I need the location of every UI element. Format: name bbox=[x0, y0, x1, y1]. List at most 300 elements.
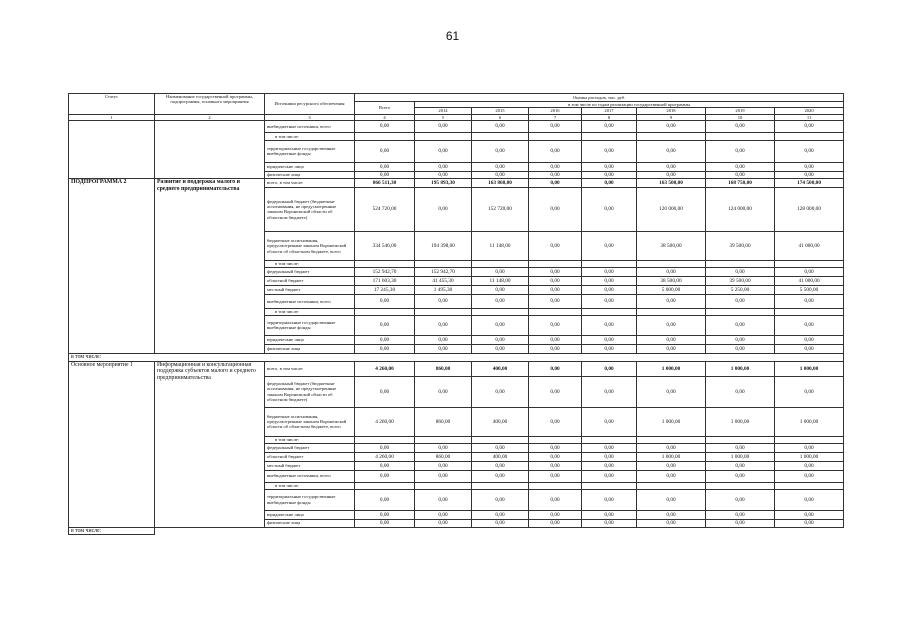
year-value: 0,00 bbox=[529, 171, 582, 178]
total-value: 0,00 bbox=[355, 294, 415, 308]
year-value: 0,00 bbox=[529, 407, 582, 436]
year-value: 0,00 bbox=[706, 443, 775, 452]
year-value: 0,00 bbox=[529, 178, 582, 187]
header-year: 2018 bbox=[637, 108, 706, 114]
total-value: 17 245,30 bbox=[355, 285, 415, 294]
footer-row bbox=[69, 527, 844, 535]
year-value: 0,00 bbox=[472, 171, 529, 178]
year-value: 0,00 bbox=[706, 267, 775, 276]
year-value: 0,00 bbox=[582, 407, 637, 436]
source-cell: юридические лица bbox=[265, 335, 355, 344]
year-value bbox=[637, 482, 706, 489]
total-value: 4 260,00 bbox=[355, 452, 415, 461]
year-value: 0,00 bbox=[472, 376, 529, 407]
year-value: 0,00 bbox=[582, 162, 637, 171]
year-value bbox=[706, 260, 775, 267]
source-cell: физические лица bbox=[265, 344, 355, 353]
total-value: 334 546,00 bbox=[355, 231, 415, 260]
year-value bbox=[775, 132, 844, 140]
footer-cell-empty bbox=[529, 527, 582, 535]
including-label: в том числе: bbox=[69, 353, 844, 361]
year-value bbox=[775, 308, 844, 315]
year-value: 38 500,00 bbox=[637, 231, 706, 260]
footer-cell-empty bbox=[472, 527, 529, 535]
year-value: 0,00 bbox=[529, 344, 582, 353]
measure-status: Основное мероприятие 1 bbox=[69, 361, 155, 527]
footer-cell-empty bbox=[637, 527, 706, 535]
year-value: 194 398,00 bbox=[415, 231, 472, 260]
total-value: 171 603,30 bbox=[355, 276, 415, 285]
header-year: 2015 bbox=[472, 108, 529, 114]
year-value: 1 000,00 bbox=[706, 407, 775, 436]
year-value: 0,00 bbox=[529, 276, 582, 285]
header-colnum: 1 bbox=[69, 114, 155, 120]
year-value: 1 000,00 bbox=[706, 452, 775, 461]
year-value: 0,00 bbox=[582, 178, 637, 187]
year-value: 38 500,00 bbox=[637, 276, 706, 285]
year-value bbox=[637, 436, 706, 443]
total-value: 0,00 bbox=[355, 171, 415, 178]
year-value: 0,00 bbox=[637, 140, 706, 162]
year-value: 0,00 bbox=[775, 461, 844, 470]
year-value: 400,00 bbox=[472, 452, 529, 461]
year-value: 0,00 bbox=[582, 294, 637, 308]
source-cell: физические лица bbox=[265, 171, 355, 178]
header-total: Всего bbox=[355, 102, 415, 115]
year-value: 11 148,00 bbox=[472, 231, 529, 260]
year-value: 1 000,00 bbox=[637, 452, 706, 461]
year-value: 0,00 bbox=[415, 335, 472, 344]
year-value: 0,00 bbox=[775, 120, 844, 132]
year-value: 124 000,00 bbox=[706, 187, 775, 231]
year-value bbox=[706, 436, 775, 443]
source-cell: в том числе: bbox=[265, 482, 355, 489]
footer-cell-empty bbox=[775, 527, 844, 535]
header-year: 2017 bbox=[582, 108, 637, 114]
year-value: 5 500,00 bbox=[775, 285, 844, 294]
year-value: 0,00 bbox=[637, 294, 706, 308]
header-source: Источники ресурсного обеспечения bbox=[265, 94, 355, 115]
year-value: 0,00 bbox=[472, 140, 529, 162]
year-value: 0,00 bbox=[706, 140, 775, 162]
source-cell: внебюджетные источники, всего bbox=[265, 120, 355, 132]
year-value: 0,00 bbox=[472, 162, 529, 171]
year-value: 0,00 bbox=[706, 162, 775, 171]
year-value: 0,00 bbox=[415, 140, 472, 162]
year-value: 0,00 bbox=[472, 470, 529, 482]
total-value: 866 511,30 bbox=[355, 178, 415, 187]
year-value: 0,00 bbox=[472, 489, 529, 510]
year-value: 0,00 bbox=[415, 294, 472, 308]
footer-cell-empty bbox=[415, 527, 472, 535]
header-year: 2014 bbox=[415, 108, 472, 114]
year-value bbox=[415, 308, 472, 315]
year-value bbox=[775, 436, 844, 443]
year-value: 860,00 bbox=[415, 452, 472, 461]
header-colnum: 10 bbox=[706, 114, 775, 120]
year-value: 0,00 bbox=[637, 267, 706, 276]
year-value: 168 750,00 bbox=[706, 178, 775, 187]
year-value: 0,00 bbox=[775, 162, 844, 171]
source-cell: территориальные государственные внебюджетные фонды bbox=[265, 489, 355, 510]
year-value: 0,00 bbox=[637, 510, 706, 519]
header-year: 2020 bbox=[775, 108, 844, 114]
year-value: 0,00 bbox=[706, 171, 775, 178]
year-value: 0,00 bbox=[472, 267, 529, 276]
total-value: 0,00 bbox=[355, 489, 415, 510]
year-value: 0,00 bbox=[415, 315, 472, 335]
year-value: 0,00 bbox=[637, 162, 706, 171]
year-value: 0,00 bbox=[582, 231, 637, 260]
year-value: 1 000,00 bbox=[775, 361, 844, 376]
year-value bbox=[472, 308, 529, 315]
year-value: 0,00 bbox=[637, 376, 706, 407]
year-value: 0,00 bbox=[582, 120, 637, 132]
header-colnum: 8 bbox=[582, 114, 637, 120]
year-value bbox=[472, 132, 529, 140]
year-value: 0,00 bbox=[637, 171, 706, 178]
year-value: 0,00 bbox=[706, 376, 775, 407]
year-value: 0,00 bbox=[775, 267, 844, 276]
year-value bbox=[582, 132, 637, 140]
header-year: 2016 bbox=[529, 108, 582, 114]
year-value: 0,00 bbox=[582, 443, 637, 452]
year-value: 0,00 bbox=[472, 294, 529, 308]
year-value: 0,00 bbox=[775, 443, 844, 452]
source-cell: юридические лица bbox=[265, 510, 355, 519]
total-value: 0,00 bbox=[355, 315, 415, 335]
year-value: 0,00 bbox=[775, 140, 844, 162]
year-value: 0,00 bbox=[706, 461, 775, 470]
year-value: 0,00 bbox=[529, 489, 582, 510]
year-value bbox=[582, 482, 637, 489]
total-value: 152 942,70 bbox=[355, 267, 415, 276]
header-colnum: 5 bbox=[415, 114, 472, 120]
year-value: 0,00 bbox=[637, 489, 706, 510]
year-value: 0,00 bbox=[529, 267, 582, 276]
year-value bbox=[637, 260, 706, 267]
year-value: 0,00 bbox=[706, 335, 775, 344]
year-value: 0,00 bbox=[637, 519, 706, 527]
total-value bbox=[355, 482, 415, 489]
year-value: 0,00 bbox=[706, 489, 775, 510]
header-estimate: Оценка расходов, тыс. руб. bbox=[355, 94, 844, 102]
year-value: 195 893,30 bbox=[415, 178, 472, 187]
total-value: 0,00 bbox=[355, 470, 415, 482]
year-value: 0,00 bbox=[706, 294, 775, 308]
year-value: 0,00 bbox=[582, 452, 637, 461]
source-cell: внебюджетные источники, всего bbox=[265, 294, 355, 308]
source-cell: территориальные государственные внебюджетные фонды bbox=[265, 140, 355, 162]
year-value bbox=[415, 132, 472, 140]
header-by-years: в том числе по годам реализации государственной программы bbox=[415, 102, 844, 108]
year-value: 0,00 bbox=[529, 510, 582, 519]
year-value: 0,00 bbox=[415, 470, 472, 482]
year-value bbox=[706, 308, 775, 315]
total-value: 0,00 bbox=[355, 335, 415, 344]
year-value: 0,00 bbox=[637, 335, 706, 344]
year-value: 0,00 bbox=[637, 120, 706, 132]
year-value: 1 000,00 bbox=[775, 407, 844, 436]
year-value: 0,00 bbox=[529, 162, 582, 171]
year-value: 0,00 bbox=[637, 315, 706, 335]
year-value: 152 942,70 bbox=[415, 267, 472, 276]
source-cell: всего, в том числе: bbox=[265, 361, 355, 376]
year-value: 0,00 bbox=[582, 519, 637, 527]
year-value: 0,00 bbox=[775, 335, 844, 344]
year-value: 0,00 bbox=[529, 519, 582, 527]
year-value: 0,00 bbox=[775, 510, 844, 519]
year-value: 0,00 bbox=[775, 294, 844, 308]
year-value: 0,00 bbox=[582, 510, 637, 519]
total-value: 0,00 bbox=[355, 120, 415, 132]
year-value bbox=[472, 260, 529, 267]
year-value: 0,00 bbox=[529, 231, 582, 260]
year-value: 0,00 bbox=[415, 120, 472, 132]
year-value: 0,00 bbox=[415, 461, 472, 470]
total-value: 0,00 bbox=[355, 443, 415, 452]
year-value: 39 500,00 bbox=[706, 276, 775, 285]
year-value bbox=[529, 260, 582, 267]
year-value: 0,00 bbox=[582, 335, 637, 344]
page-number: 61 bbox=[445, 29, 460, 43]
year-value: 0,00 bbox=[529, 361, 582, 376]
source-cell: бюджетные ассигнования, предусмотренные законом Воронежской области об областном бюджете, всего bbox=[265, 231, 355, 260]
year-value: 0,00 bbox=[529, 376, 582, 407]
total-value: 4 260,00 bbox=[355, 407, 415, 436]
year-value: 0,00 bbox=[582, 376, 637, 407]
year-value: 0,00 bbox=[415, 171, 472, 178]
year-value: 0,00 bbox=[529, 335, 582, 344]
footer-cell-empty bbox=[155, 527, 265, 535]
year-value: 0,00 bbox=[472, 120, 529, 132]
source-cell: местный бюджет bbox=[265, 285, 355, 294]
year-value: 0,00 bbox=[415, 376, 472, 407]
header-status: Статус bbox=[69, 94, 155, 115]
source-cell: внебюджетные источники, всего bbox=[265, 470, 355, 482]
year-value: 0,00 bbox=[582, 267, 637, 276]
source-cell: в том числе: bbox=[265, 436, 355, 443]
table-row bbox=[69, 178, 844, 187]
year-value: 0,00 bbox=[415, 489, 472, 510]
source-cell: в том числе: bbox=[265, 260, 355, 267]
header-colnum: 7 bbox=[529, 114, 582, 120]
year-value bbox=[706, 132, 775, 140]
source-cell: всего, в том числе: bbox=[265, 178, 355, 187]
source-cell: физические лица bbox=[265, 519, 355, 527]
subprogram-status: ПОДПРОГРАММА 2 bbox=[69, 178, 155, 353]
year-value: 0,00 bbox=[529, 285, 582, 294]
total-value: 0,00 bbox=[355, 140, 415, 162]
total-value bbox=[355, 308, 415, 315]
year-value: 0,00 bbox=[706, 315, 775, 335]
year-value: 0,00 bbox=[582, 489, 637, 510]
year-value bbox=[529, 132, 582, 140]
year-value bbox=[582, 260, 637, 267]
header-colnum: 2 bbox=[155, 114, 265, 120]
header-name: Наименование государственной программы, подпрограммы, основного мероприятия bbox=[155, 94, 265, 115]
year-value: 0,00 bbox=[637, 470, 706, 482]
measure-name: Информационная и консультационная поддержка субъектов малого и среднего предпринимательства bbox=[155, 361, 265, 527]
total-value: 0,00 bbox=[355, 162, 415, 171]
year-value: 0,00 bbox=[472, 519, 529, 527]
header-colnum: 11 bbox=[775, 114, 844, 120]
year-value: 0,00 bbox=[529, 294, 582, 308]
source-cell: областной бюджет bbox=[265, 452, 355, 461]
year-value bbox=[775, 260, 844, 267]
year-value: 0,00 bbox=[582, 171, 637, 178]
year-value bbox=[637, 132, 706, 140]
total-value: 0,00 bbox=[355, 344, 415, 353]
footer-cell-empty bbox=[265, 527, 355, 535]
year-value: 0,00 bbox=[529, 452, 582, 461]
year-value: 1 000,00 bbox=[637, 407, 706, 436]
year-value bbox=[706, 482, 775, 489]
year-value: 41 000,00 bbox=[775, 231, 844, 260]
year-value: 0,00 bbox=[472, 443, 529, 452]
year-value: 0,00 bbox=[582, 285, 637, 294]
year-value: 163 868,00 bbox=[472, 178, 529, 187]
year-value: 0,00 bbox=[529, 140, 582, 162]
source-cell: областной бюджет bbox=[265, 276, 355, 285]
year-value: 0,00 bbox=[775, 376, 844, 407]
total-value bbox=[355, 260, 415, 267]
year-value: 39 500,00 bbox=[706, 231, 775, 260]
year-value: 0,00 bbox=[415, 519, 472, 527]
total-value: 524 720,00 bbox=[355, 187, 415, 231]
year-value: 0,00 bbox=[529, 443, 582, 452]
year-value: 0,00 bbox=[637, 443, 706, 452]
name-cell-empty bbox=[155, 120, 265, 178]
year-value: 0,00 bbox=[775, 315, 844, 335]
source-cell: в том числе: bbox=[265, 308, 355, 315]
funding-table bbox=[68, 93, 844, 535]
year-value: 0,00 bbox=[472, 510, 529, 519]
year-value: 0,00 bbox=[415, 162, 472, 171]
year-value: 0,00 bbox=[582, 276, 637, 285]
year-value: 128 000,00 bbox=[775, 187, 844, 231]
year-value: 0,00 bbox=[415, 187, 472, 231]
source-cell: юридические лица bbox=[265, 162, 355, 171]
year-value bbox=[529, 436, 582, 443]
year-value: 0,00 bbox=[637, 461, 706, 470]
year-value: 0,00 bbox=[582, 470, 637, 482]
year-value: 0,00 bbox=[582, 361, 637, 376]
year-value: 152 720,00 bbox=[472, 187, 529, 231]
header-year: 2019 bbox=[706, 108, 775, 114]
year-value: 0,00 bbox=[529, 470, 582, 482]
year-value: 1 000,00 bbox=[637, 361, 706, 376]
subprogram-name: Развитие и поддержка малого и среднего предпринимательства bbox=[155, 178, 265, 353]
year-value: 400,00 bbox=[472, 407, 529, 436]
year-value: 0,00 bbox=[582, 461, 637, 470]
year-value bbox=[582, 436, 637, 443]
total-value: 0,00 bbox=[355, 461, 415, 470]
year-value bbox=[529, 308, 582, 315]
year-value bbox=[582, 308, 637, 315]
year-value: 163 500,00 bbox=[637, 178, 706, 187]
year-value: 0,00 bbox=[775, 519, 844, 527]
year-value: 0,00 bbox=[706, 470, 775, 482]
table-row bbox=[69, 120, 844, 132]
year-value: 0,00 bbox=[529, 187, 582, 231]
year-value: 0,00 bbox=[775, 470, 844, 482]
year-value: 174 500,00 bbox=[775, 178, 844, 187]
year-value bbox=[415, 436, 472, 443]
year-value: 0,00 bbox=[582, 140, 637, 162]
year-value: 0,00 bbox=[706, 519, 775, 527]
year-value: 0,00 bbox=[529, 315, 582, 335]
year-value bbox=[529, 482, 582, 489]
total-value: 0,00 bbox=[355, 376, 415, 407]
total-value: 4 260,00 bbox=[355, 361, 415, 376]
year-value: 0,00 bbox=[415, 443, 472, 452]
year-value: 5 000,00 bbox=[637, 285, 706, 294]
year-value: 0,00 bbox=[775, 344, 844, 353]
year-value: 0,00 bbox=[529, 120, 582, 132]
year-value: 400,00 bbox=[472, 361, 529, 376]
year-value bbox=[472, 436, 529, 443]
year-value: 0,00 bbox=[472, 315, 529, 335]
year-value: 0,00 bbox=[582, 344, 637, 353]
year-value bbox=[415, 260, 472, 267]
year-value: 0,00 bbox=[706, 510, 775, 519]
year-value: 0,00 bbox=[472, 285, 529, 294]
year-value: 0,00 bbox=[706, 120, 775, 132]
footer-cell-empty bbox=[355, 527, 415, 535]
source-cell: местный бюджет bbox=[265, 461, 355, 470]
header-colnum: 6 bbox=[472, 114, 529, 120]
year-value bbox=[637, 308, 706, 315]
year-value bbox=[775, 482, 844, 489]
year-value bbox=[472, 482, 529, 489]
status-cell-empty bbox=[69, 120, 155, 178]
source-cell: федеральный бюджет (бюджетные ассигнования, не предусмотренные законом Воронежской области об областном бюджете) bbox=[265, 376, 355, 407]
year-value: 11 148,00 bbox=[472, 276, 529, 285]
year-value: 0,00 bbox=[637, 344, 706, 353]
total-value: 0,00 bbox=[355, 519, 415, 527]
year-value: 41 000,00 bbox=[775, 276, 844, 285]
footer-cell-empty bbox=[582, 527, 637, 535]
year-value: 0,00 bbox=[775, 489, 844, 510]
year-value: 860,00 bbox=[415, 361, 472, 376]
year-value: 41 455,30 bbox=[415, 276, 472, 285]
year-value: 0,00 bbox=[706, 344, 775, 353]
year-value: 0,00 bbox=[775, 171, 844, 178]
header-colnum: 3 bbox=[265, 114, 355, 120]
year-value: 0,00 bbox=[472, 335, 529, 344]
year-value: 1 000,00 bbox=[706, 361, 775, 376]
year-value: 5 250,00 bbox=[706, 285, 775, 294]
footer-cell-empty bbox=[706, 527, 775, 535]
year-value: 120 000,00 bbox=[637, 187, 706, 231]
year-value: 0,00 bbox=[472, 344, 529, 353]
source-cell: бюджетные ассигнования, предусмотренные законом Воронежской области об областном бюджете, всего bbox=[265, 407, 355, 436]
year-value: 1 495,30 bbox=[415, 285, 472, 294]
year-value bbox=[415, 482, 472, 489]
table-row bbox=[69, 361, 844, 376]
source-cell: федеральный бюджет bbox=[265, 443, 355, 452]
source-cell: в том числе: bbox=[265, 132, 355, 140]
source-cell: федеральный бюджет (бюджетные ассигнования, не предусмотренные законом Воронежской области об областном бюджете) bbox=[265, 187, 355, 231]
year-value: 860,00 bbox=[415, 407, 472, 436]
total-value bbox=[355, 436, 415, 443]
total-value: 0,00 bbox=[355, 510, 415, 519]
year-value: 0,00 bbox=[582, 315, 637, 335]
year-value: 1 000,00 bbox=[775, 452, 844, 461]
year-value: 0,00 bbox=[415, 344, 472, 353]
including-row bbox=[69, 353, 844, 361]
